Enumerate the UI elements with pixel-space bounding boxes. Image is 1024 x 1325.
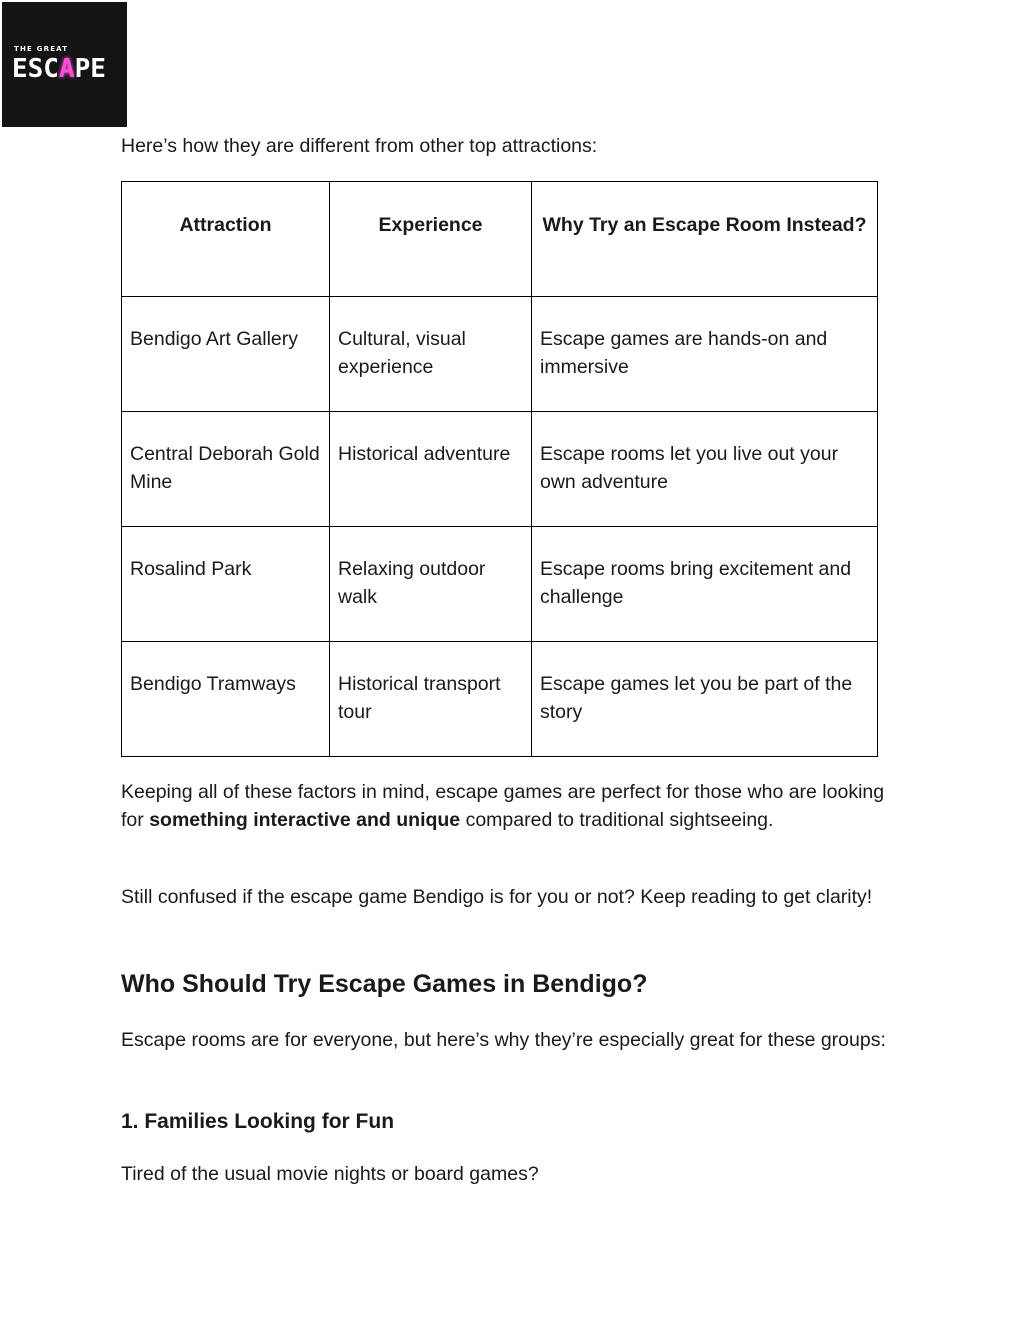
sub-text-paragraph: Tired of the usual movie nights or board games? (121, 1163, 539, 1185)
sub-heading: 1. Families Looking for Fun (121, 1110, 395, 1133)
table-header-row (122, 182, 878, 297)
logo-top-text: THE GREAT (14, 45, 69, 53)
confused-paragraph: Still confused if the escape game Bendigo is for you or not? Keep reading to get clarity! (121, 886, 873, 908)
table-row (122, 297, 878, 412)
table-row (122, 412, 878, 527)
table-cell: Central Deborah Gold Mine (122, 412, 330, 527)
table-cell: Cultural, visual experience (330, 297, 532, 412)
logo-main-left: ESC (12, 54, 59, 84)
table-cell: Escape games are hands-on and immersive (532, 297, 878, 412)
table-cell: Rosalind Park (122, 527, 330, 642)
table-cell: Historical adventure (330, 412, 532, 527)
summary-text-after: compared to traditional sightseeing. (460, 809, 774, 831)
table-row (122, 642, 878, 757)
logo-main-right: PE (74, 54, 106, 84)
table-row (122, 527, 878, 642)
table-cell: Escape games let you be part of the story (532, 642, 878, 757)
logo-main-text (12, 54, 106, 84)
summary-paragraph (121, 778, 896, 834)
section-heading: Who Should Try Escape Games in Bendigo? (121, 970, 648, 998)
summary-text-before: Keeping all of these factors in mind, escape games are perfect for those who are looking for (121, 781, 885, 831)
table-cell: Escape rooms let you live out your own adventure (532, 412, 878, 527)
the-great-escape-logo (2, 2, 127, 127)
table-cell: Bendigo Tramways (122, 642, 330, 757)
table-header-cell: Experience (330, 182, 532, 297)
table-cell: Escape rooms bring excitement and challenge (532, 527, 878, 642)
table-cell: Relaxing outdoor walk (330, 527, 532, 642)
summary-bold-text: something interactive and unique (149, 809, 461, 831)
table-header-cell: Attraction (122, 182, 330, 297)
table-cell: Historical transport tour (330, 642, 532, 757)
intro-paragraph: Here’s how they are different from other top attractions: (121, 135, 598, 157)
comparison-table (121, 181, 878, 757)
section-intro-paragraph: Escape rooms are for everyone, but here’s why they’re especially great for these groups: (121, 1029, 886, 1051)
table-header-cell: Why Try an Escape Room Instead? (532, 182, 878, 297)
padlock-icon: A (58, 54, 75, 84)
table-cell: Bendigo Art Gallery (122, 297, 330, 412)
